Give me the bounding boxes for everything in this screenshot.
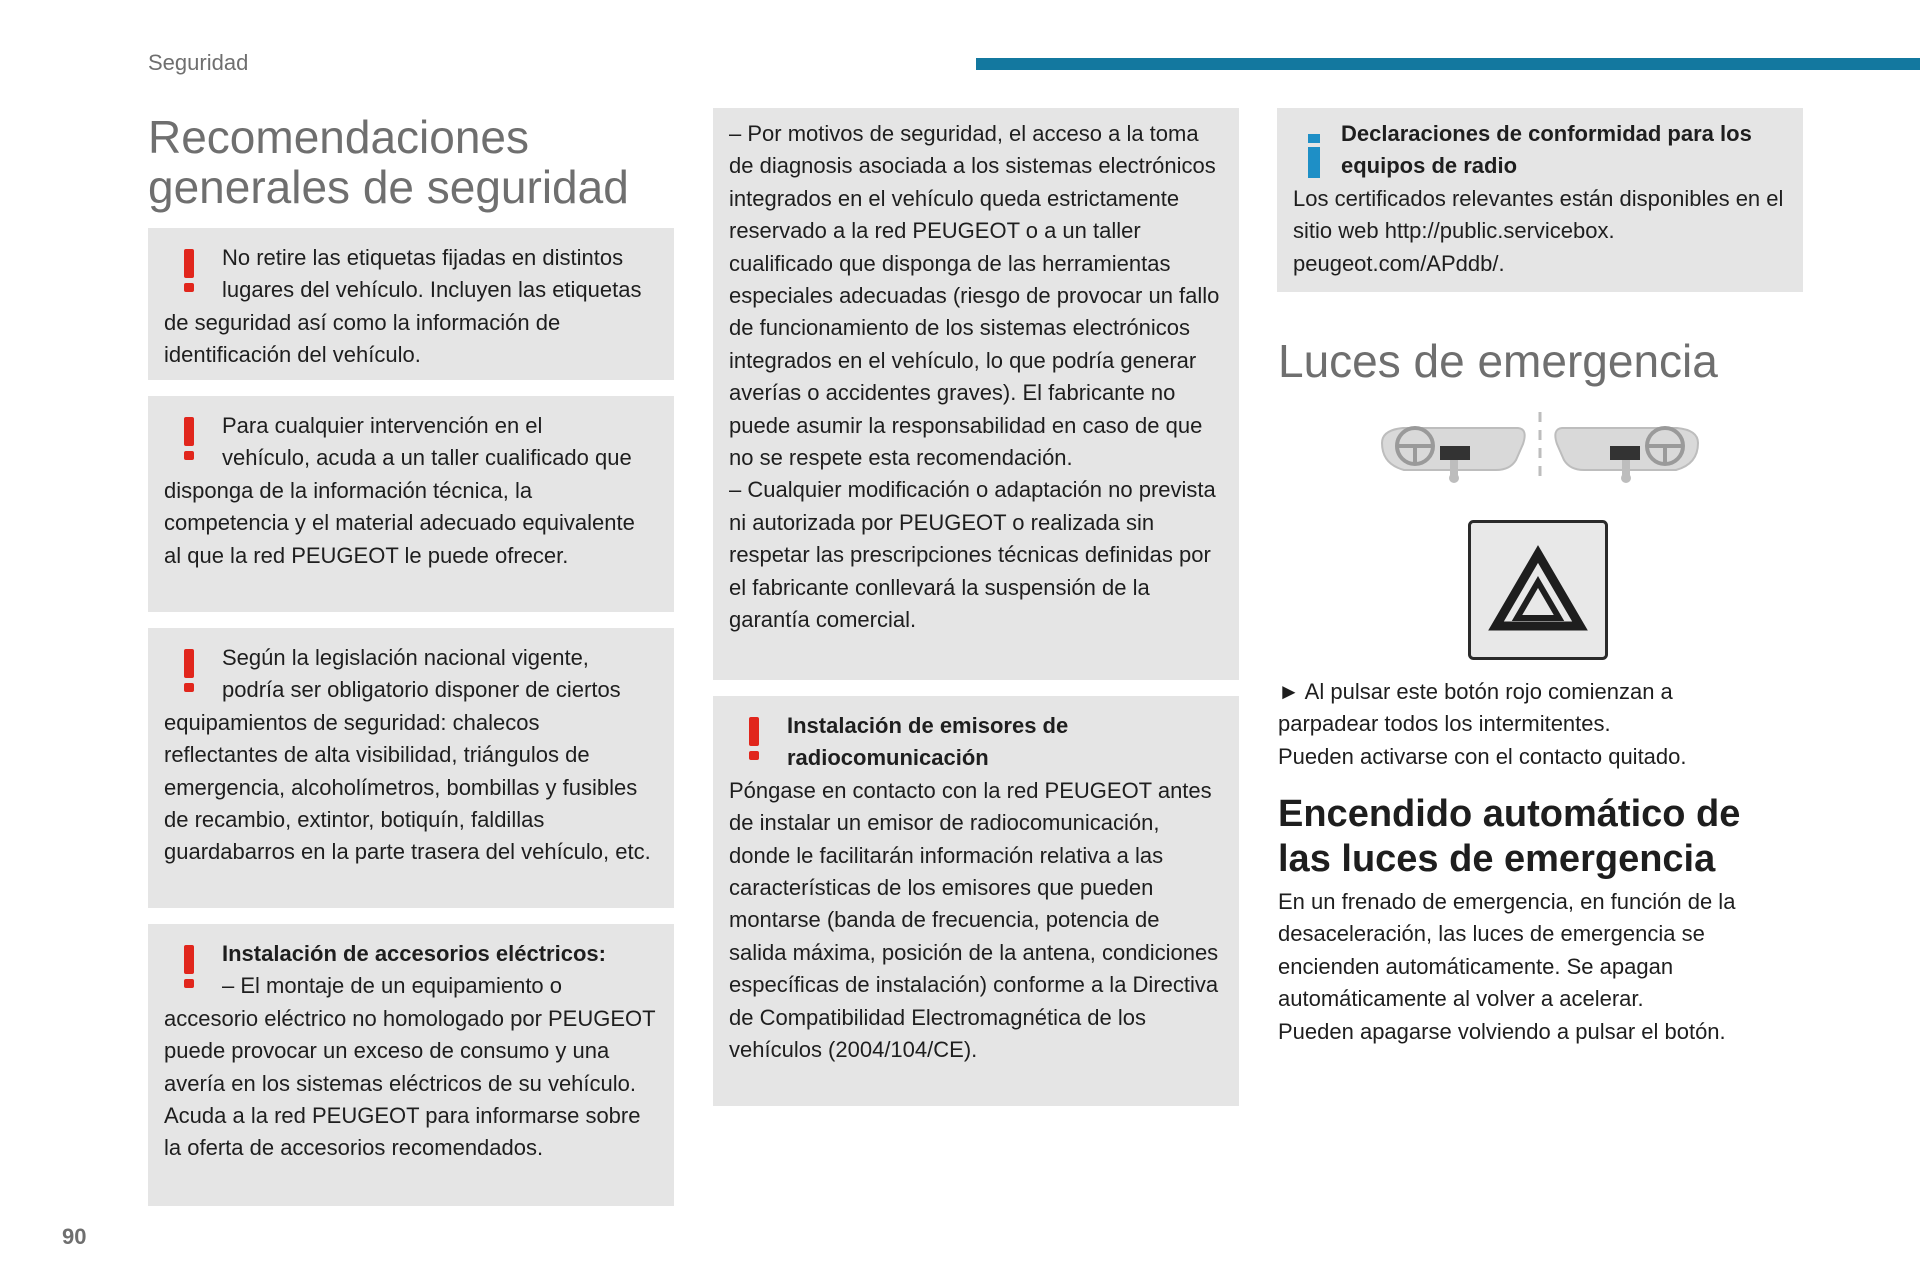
warning-box-legislation (148, 628, 674, 908)
warning-box-continuation (713, 108, 1239, 680)
warning-text-start: podría ser obligatorio disponer de ciertos equipamientos de seguridad: chalecos reflectantes de alta visibilidad, triángulos de emergencia, alcoholímetros, bombillas y fusibles de recambio, extintor, botiquín, faldillas guardabarros en la parte trasera del vehículo, etc. (164, 677, 651, 865)
hazard-paragraph-1: ► Al pulsar este botón rojo comienzan a parpadear todos los intermitentes. (1278, 679, 1673, 737)
info-body: Los certificados relevantes están disponibles en el sitio web http://public.servicebox. peugeot.com/APddb/. (1293, 185, 1784, 276)
modification-paragraph: – Cualquier modificación o adaptación no prevista ni autorizada por PEUGEOT o realizada sin respetar las prescripciones técnicas definidas por el fabricante conllevará la suspensión de la garantía comercial. (729, 477, 1216, 633)
auto-hazard-description (1278, 886, 1778, 1048)
steering-wheel-icon (1555, 428, 1698, 483)
exclamation-icon (172, 944, 206, 990)
warning-text-start: lugares del vehículo. Incluyen las etiquetas de seguridad así como la información de identificación del vehículo. (164, 277, 642, 368)
section-label: Seguridad (148, 50, 249, 75)
page-number: 90 (62, 1224, 87, 1249)
exclamation-icon (172, 648, 206, 694)
warning-box-labels (148, 228, 674, 380)
exclamation-icon (737, 716, 771, 762)
warning-box-intervention (148, 396, 674, 612)
warning-box-radio (713, 696, 1239, 1106)
auto-hazard-paragraph-2: Pueden apagarse volviendo a pulsar el botón. (1278, 1018, 1726, 1044)
warning-box-accessories (148, 924, 674, 1206)
page-title: Recomendaciones generales de seguridad (148, 111, 629, 213)
auto-hazard-title: Encendido automático de las luces de emergencia (1278, 793, 1741, 880)
exclamation-icon (172, 248, 206, 294)
info-box-radio-conformity (1277, 108, 1803, 292)
warning-body: Póngase en contacto con la red PEUGEOT antes de instalar un emisor de radiocomunicación, donde le facilitarán información relativa a las características de los emisores que pueden montarse (banda de frecuencia, potencia de salida máxima, posición de la antena, condiciones específicas de instalación) conforme a la Directiva de Compatibilidad Electromagnética de los vehículos (2004/104/CE). (729, 777, 1219, 1063)
section-accent-bar (976, 58, 1920, 70)
hazard-switch-location-illustration (1378, 408, 1702, 488)
warning-text-start: accesorio eléctrico no homologado por PEUGEOT puede provocar un exceso de consumo y una avería en los sistemas eléctricos de su vehículo. Acuda a la red PEUGEOT para informarse sobre la oferta de accesorios recomendados. (164, 1005, 656, 1161)
hazard-description (1278, 676, 1738, 773)
hazard-button-icon (1468, 520, 1608, 660)
warning-title: Instalación de emisores de radiocomunicación (787, 713, 1069, 771)
info-title: Declaraciones de conformidad para los equipos de radio (1341, 121, 1752, 179)
hazard-lights-title: Luces de emergencia (1278, 335, 1718, 387)
warning-title: Instalación de accesorios eléctricos: (222, 941, 606, 966)
diagnosis-paragraph: – Por motivos de seguridad, el acceso a la toma de diagnosis asociada a los sistemas electrónicos integrados en el vehículo queda estrictamente reservado a la red PEUGEOT o a un taller cualificado que disponga de las herramientas especiales adecuadas (riesgo de provocar un fallo de funcionamiento de los sistemas electrónicos integrados en el vehículo, lo que podría generar averías o accidentes graves). El fabricante no puede asumir la responsabilidad en caso de que no se respete esta recomendación. (729, 121, 1220, 471)
steering-wheel-icon (1382, 428, 1525, 483)
warning-text-start: vehículo, acuda a un taller cualificado que disponga de la información técnica, la competencia y el material adecuado equivalente al que la red PEUGEOT le puede ofrecer. (164, 445, 635, 568)
warning-text-line1: Para cualquier intervención en el (222, 413, 543, 438)
hazard-paragraph-2: Pueden activarse con el contacto quitado. (1278, 743, 1687, 769)
warning-text-line1: Según la legislación nacional vigente, (222, 645, 589, 670)
warning-text-line1: No retire las etiquetas fijadas en distintos (222, 245, 624, 270)
warning-text-line2: – El montaje de un equipamiento o (222, 973, 563, 999)
auto-hazard-paragraph-1: En un frenado de emergencia, en función de la desaceleración, las luces de emergencia se encienden automáticamente. Se apagan automáticamente al volver a acelerar. (1278, 889, 1736, 1012)
exclamation-icon (172, 416, 206, 462)
info-icon (1305, 134, 1323, 178)
